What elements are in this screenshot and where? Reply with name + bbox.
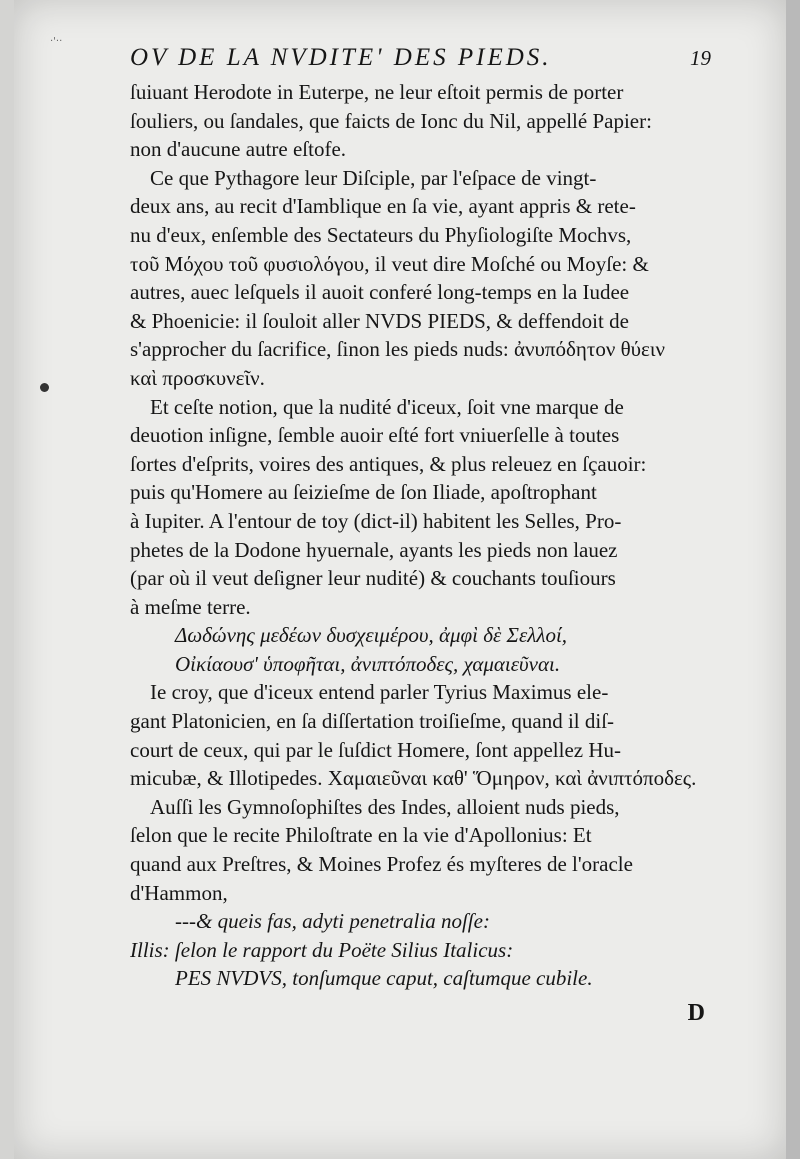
greek-verse: Οἰκίαουσ' ὑποφῆται, ἀνιπτόποδες, χαμαιεῦναι.	[175, 651, 561, 676]
text-line: Et ceſte notion, que la nudité d'iceux, ſoit vne marque de	[150, 394, 624, 419]
text-line: deux ans, au recit d'Iamblique en ſa vie, ayant appris & rete-	[130, 194, 636, 219]
book-page	[14, 0, 786, 1159]
text-line: à meſme terre.	[130, 594, 251, 619]
text-line: quand aux Preſtres, & Moines Profez és myſteres de l'oracle	[130, 852, 633, 877]
text-line: Ie croy, que d'iceux entend parler Tyrius Maximus ele-	[150, 680, 609, 705]
text-line: & Phoenicie: il ſouloit aller NVDS PIEDS, & deffendoit de	[130, 308, 629, 333]
text-line: gant Platonicien, en ſa diſſertation troiſieſme, quand il diſ-	[130, 709, 615, 734]
text-line: Ce que Pythagore leur Diſciple, par l'eſpace de vingt-	[150, 165, 597, 190]
running-title: OV DE LA NVDITE' DES PIEDS.	[130, 44, 552, 71]
page-text	[130, 38, 711, 1028]
text-line: s'approcher du ſacrifice, ſinon les pieds nuds: ἀνυπόδητον θύειν	[130, 337, 665, 362]
text-line: non d'aucune autre eſtofe.	[130, 137, 347, 162]
latin-verse: ---& queis fas, adyti penetralia noſſe:	[175, 909, 490, 934]
text-line: deuotion inſigne, ſemble auoir eſté fort vniuerſelle à toutes	[130, 423, 620, 448]
text-line: à Iupiter. A l'entour de toy (dict-il) habitent les Selles, Pro-	[130, 508, 622, 533]
ink-spot	[40, 383, 49, 392]
text-line: ſortes d'eſprits, voires des antiques, & plus releuez en ſçauoir:	[130, 451, 647, 476]
text-line: autres, auec leſquels il auoit conferé long-temps en la Iudee	[130, 280, 630, 305]
text-line: (par où il veut deſigner leur nudité) & couchants touſiours	[130, 566, 616, 591]
text-line: nu d'eux, enſemble des Sectateurs du Phyſiologiſte Mochvs,	[130, 222, 632, 247]
text-line: ſuiuant Herodote in Euterpe, ne leur eſtoit permis de porter	[130, 80, 624, 104]
greek-line: καὶ προσκυνεῖν.	[130, 365, 265, 390]
greek-verse: Δωδώνης μεδέων δυσχειμέρου, ἀμφὶ δὲ Σελλοί,	[175, 623, 568, 648]
catchword: D	[687, 1000, 705, 1026]
text-line: Illis: ſelon le rapport du Poëte Silius Italicus:	[130, 937, 514, 962]
text-line: d'Hammon,	[130, 880, 228, 905]
text-line: phetes de la Dodone hyuernale, ayants les pieds non lauez	[130, 537, 618, 562]
text-line: ſouliers, ou ſandales, que faicts de Ionc du Nil, appellé Papier:	[130, 108, 652, 133]
page-number: 19	[690, 46, 711, 70]
page-smudge: ·'··	[50, 36, 63, 47]
page-edge	[0, 0, 14, 1159]
text-line: micubæ, & Illotipedes. Χαμαιεῦναι καθ' Ὅμηρον, καὶ ἀνιπτόποδες.	[130, 766, 697, 791]
running-header	[130, 38, 711, 78]
text-line: Auſſi les Gymnoſophiſtes des Indes, alloient nuds pieds,	[150, 794, 620, 819]
text-line: court de ceux, qui par le ſuſdict Homere, ſont appellez Hu-	[130, 737, 621, 762]
text-line: ſelon que le recite Philoſtrate en la vie d'Apollonius: Et	[130, 823, 592, 848]
latin-verse: PES NVDVS, tonſumque caput, caſtumque cubile.	[175, 966, 593, 991]
text-line: puis qu'Homere au ſeizieſme de ſon Iliade, apoſtrophant	[130, 480, 597, 505]
greek-line: τοῦ Μόχου τοῦ φυσιολόγου, il veut dire Moſché ou Moyſe: &	[130, 251, 649, 276]
